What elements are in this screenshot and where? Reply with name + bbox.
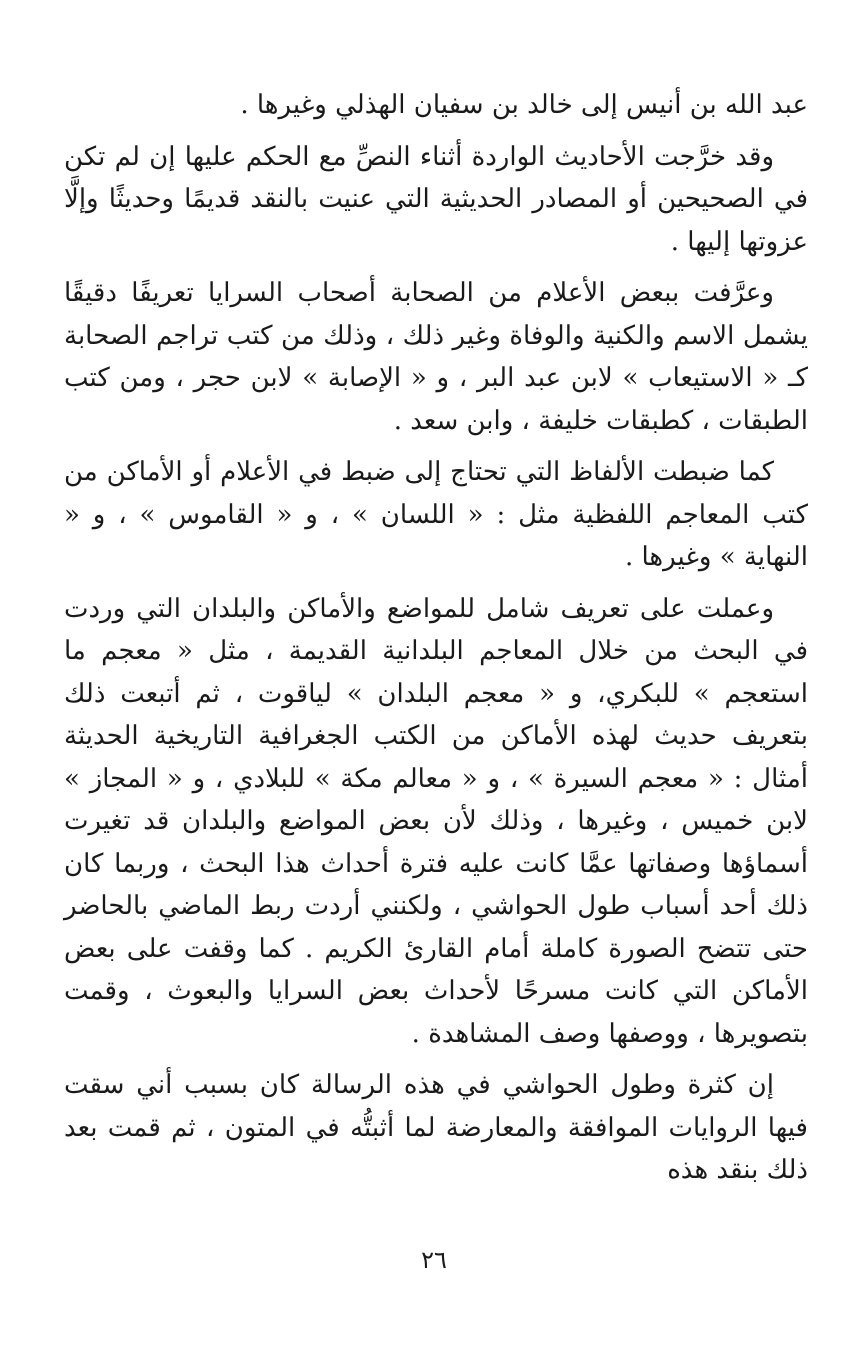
paragraph-2: وقد خرَّجت الأحاديث الواردة أثناء النصِّ مع الحكم عليها إن لم تكن في الصحيحين أو المصادر الحديثية التي عنيت بالنقد قديمًا وحديثًا وإلَّا عزوتها إليها . [64, 141, 808, 257]
paragraph-3: وعرَّفت ببعض الأعلام من الصحابة أصحاب السرايا تعريفًا دقيقًا يشمل الاسم والكنية والوفاة وغير ذلك ، وذلك من كتب تراجم الصحابة كـ « الاستيعاب » لابن عبد البر ، و « الإصابة » لابن حجر ، ومن كتب الطبقات ، كطبقات خليفة ، وابن سعد . [64, 278, 808, 436]
paragraph-5: وعملت على تعريف شامل للمواضع والأماكن والبلدان التي وردت في البحث من خلال المعاجم البلدانية القديمة ، مثل « معجم ما استعجم » للبكري، و « معجم البلدان » لياقوت ، ثم أتبعت ذلك بتعريف حديث لهذه الأماكن من الكتب الجغرافية التاريخية الحديثة أمثال : « معجم السيرة » ، و « معالم مكة » للبلادي ، و « المجاز » لابن خميس ، وغيرها ، وذلك لأن بعض المواضع والبلدان قد تغيرت أسماؤها وصفاتها عمَّا كانت عليه فترة أحداث هذا البحث ، وربما كان ذلك أحد أسباب طول الحواشي ، ولكنني أردت ربط الماضي بالحاضر حتى تتضح الصورة كاملة أمام القارئ الكريم . كما وقفت على بعض الأماكن التي كانت مسرحًا لأحداث بعض السرايا والبعوث ، وقمت بتصويرها ، ووصفها وصف المشاهدة . [64, 593, 808, 1049]
paragraph-6: إن كثرة وطول الحواشي في هذه الرسالة كان بسبب أني سقت فيها الروايات الموافقة والمعارضة لما أثبتُّه في المتون ، ثم قمت بعد ذلك بنقد هذه [64, 1070, 808, 1185]
page-number: ٢٦ [421, 1246, 447, 1274]
paragraph-4: كما ضبطت الألفاظ التي تحتاج إلى ضبط في الأعلام أو الأماكن من كتب المعاجم اللفظية مثل : « اللسان » ، و « القاموس » ، و « النهاية » وغيرها . [64, 457, 808, 572]
page-body [64, 84, 808, 1201]
paragraph-1: عبد الله بن أنيس إلى خالد بن سفيان الهذلي وغيرها . [240, 90, 808, 120]
